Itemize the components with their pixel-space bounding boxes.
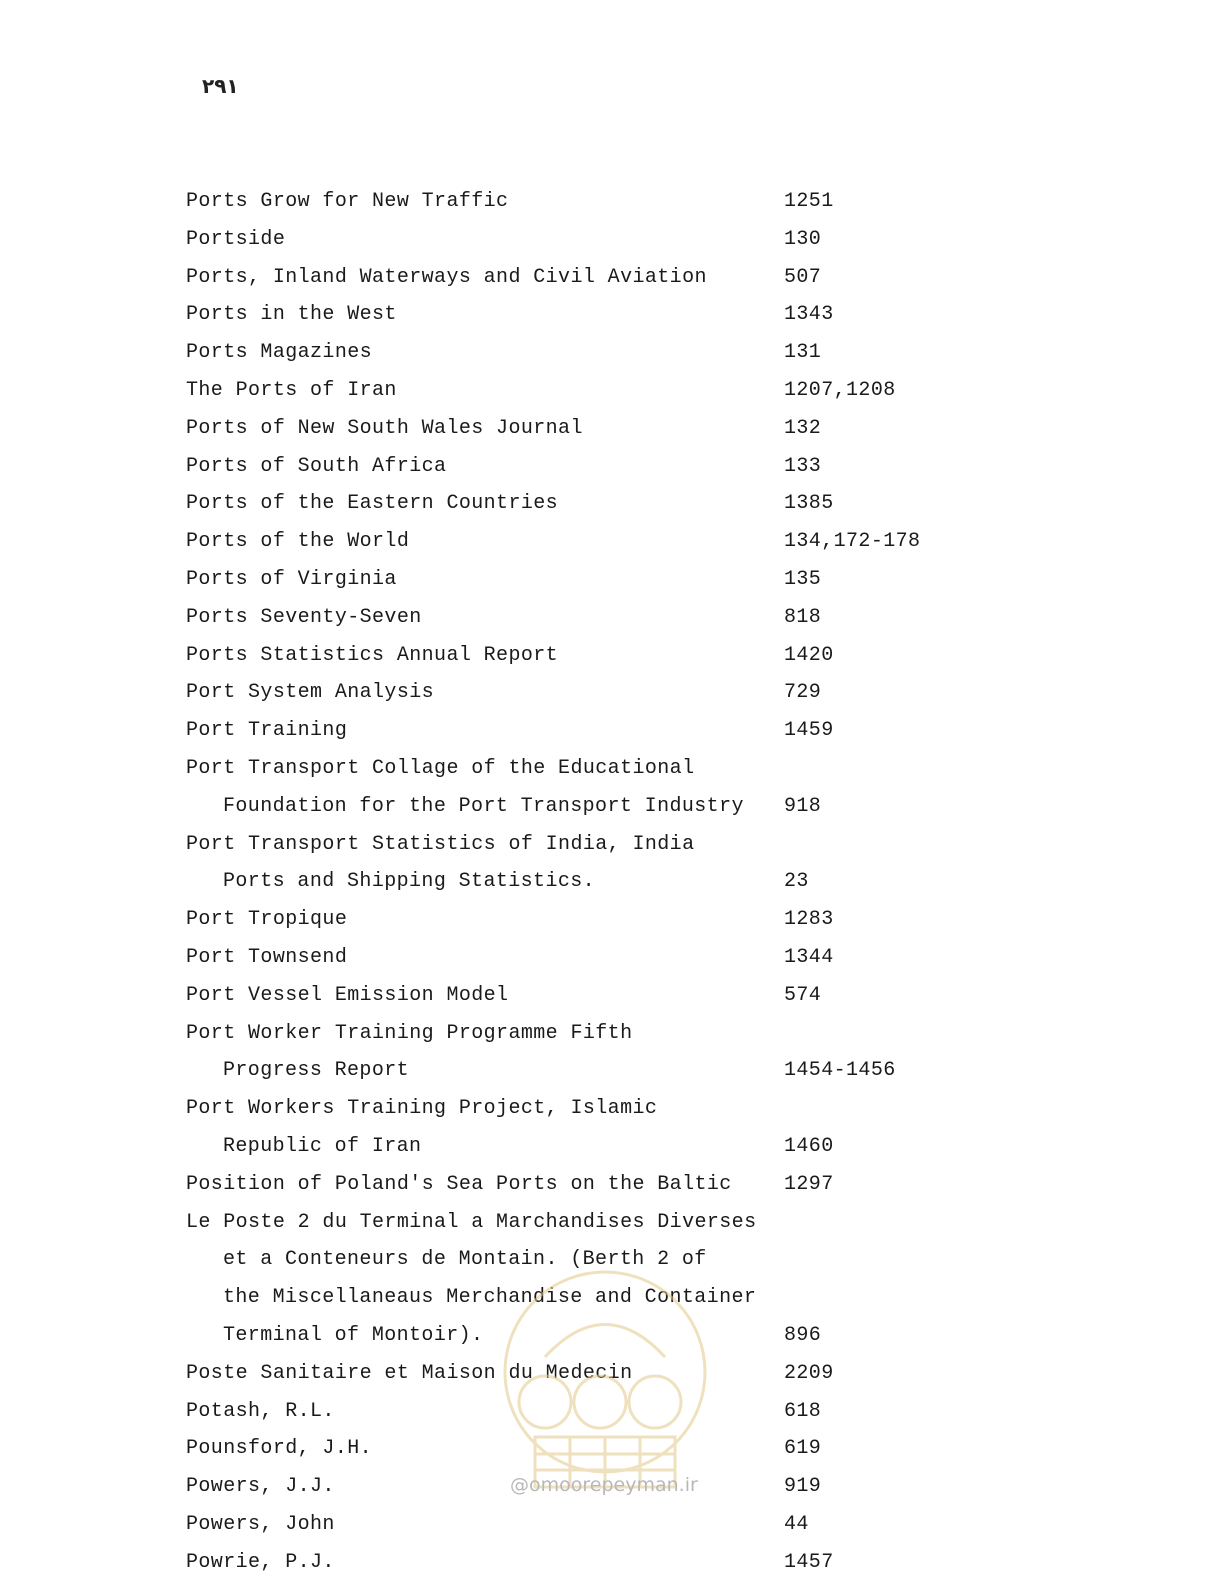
- page-number: ۲۹۱: [202, 74, 239, 98]
- entry-title: Ports, Inland Waterways and Civil Aviation: [186, 265, 707, 289]
- index-entry-line: [184, 1355, 964, 1393]
- index-entry-line: [184, 221, 964, 259]
- index-entry-line: [184, 674, 964, 712]
- entry-reference-number: 1454-1456: [784, 1059, 896, 1083]
- entry-title: Republic of Iran: [223, 1134, 422, 1158]
- index-entry-line: [184, 296, 964, 334]
- index-entry-line: [184, 523, 964, 561]
- index-entry-line: [184, 1544, 964, 1582]
- entry-title: Port Transport Statistics of India, India: [186, 832, 695, 856]
- entry-title: Powrie, P.J.: [186, 1550, 335, 1574]
- index-entry-line: [184, 1279, 964, 1317]
- entry-title: Pounsford, J.H.: [186, 1437, 373, 1461]
- entry-title: Ports Grow for New Traffic: [186, 190, 509, 213]
- entry-reference-number: 1343: [784, 303, 834, 327]
- entry-title: Position of Poland's Sea Ports on the Baltic: [186, 1172, 732, 1196]
- index-entry-line: [184, 599, 964, 637]
- entry-title: Le Poste 2 du Terminal a Marchandises Diverses: [186, 1210, 757, 1234]
- index-entry-line: [184, 1166, 964, 1204]
- index-entry-line: [184, 977, 964, 1015]
- entry-title: et a Conteneurs de Montain. (Berth 2 of: [223, 1248, 707, 1272]
- entry-reference-number: 132: [784, 416, 822, 440]
- entry-reference-number: 134,172-178: [784, 530, 921, 554]
- entry-reference-number: 1460: [784, 1134, 834, 1158]
- entry-title: Ports in the West: [186, 303, 397, 327]
- index-entry-line: [184, 826, 964, 864]
- index-entry-line: [184, 1128, 964, 1166]
- entry-reference-number: 1207,1208: [784, 378, 896, 402]
- entry-title: the Miscellaneaus Merchandise and Container: [223, 1286, 757, 1310]
- entry-title: Ports Seventy-Seven: [186, 605, 422, 629]
- entry-reference-number: 1251: [784, 190, 834, 213]
- entry-reference-number: 1283: [784, 908, 834, 932]
- entry-title: Ports of New South Wales Journal: [186, 416, 583, 440]
- entry-title: Port Townsend: [186, 945, 348, 969]
- entry-reference-number: 1344: [784, 945, 834, 969]
- entry-reference-number: 1457: [784, 1550, 834, 1574]
- index-entry-line: [184, 259, 964, 297]
- entry-title: Ports of the Eastern Countries: [186, 492, 559, 516]
- index-entry-line: [184, 485, 964, 523]
- entry-reference-number: 896: [784, 1323, 822, 1347]
- index-entry-line: [184, 863, 964, 901]
- entry-title: Port Vessel Emission Model: [186, 983, 509, 1007]
- entry-title: Powers, John: [186, 1512, 335, 1536]
- entry-reference-number: 1385: [784, 492, 834, 516]
- entry-title: Ports of the World: [186, 530, 410, 554]
- entry-reference-number: 729: [784, 681, 822, 705]
- index-entry-line: [184, 372, 964, 410]
- index-entry-line: [184, 1015, 964, 1053]
- index-entry-line: [184, 410, 964, 448]
- entry-title: Ports Magazines: [186, 341, 373, 365]
- index-entry-line: [184, 334, 964, 372]
- entry-reference-number: 130: [784, 227, 822, 251]
- entry-title: Port System Analysis: [186, 681, 435, 705]
- entry-reference-number: 507: [784, 265, 822, 289]
- entry-reference-number: 618: [784, 1399, 822, 1423]
- index-entry-line: [184, 1506, 964, 1544]
- entry-reference-number: 1420: [784, 643, 834, 667]
- index-entry-line: [184, 1204, 964, 1242]
- entry-reference-number: 2209: [784, 1361, 834, 1385]
- entry-reference-number: 133: [784, 454, 822, 478]
- entry-reference-number: 918: [784, 794, 822, 818]
- index-entry-line: [184, 712, 964, 750]
- entry-reference-number: 818: [784, 605, 822, 629]
- index-entry-line: [184, 901, 964, 939]
- entry-reference-number: 23: [784, 870, 809, 894]
- index-entry-line: [184, 448, 964, 486]
- entry-title: Progress Report: [223, 1059, 410, 1083]
- entry-reference-number: 1297: [784, 1172, 834, 1196]
- entry-title: The Ports of Iran: [186, 378, 397, 402]
- entry-title: Port Transport Collage of the Educational: [186, 756, 695, 780]
- entry-title: Portside: [186, 227, 286, 251]
- entry-title: Poste Sanitaire et Maison du Medecin: [186, 1361, 633, 1385]
- entry-title: Port Training: [186, 719, 348, 743]
- entry-title: Ports and Shipping Statistics.: [223, 870, 596, 894]
- index-entry-line: [184, 183, 964, 221]
- entry-reference-number: 619: [784, 1437, 822, 1461]
- index-entry-line: [184, 939, 964, 977]
- entry-reference-number: 44: [784, 1512, 809, 1536]
- entry-title: Terminal of Montoir).: [223, 1323, 484, 1347]
- entry-reference-number: 131: [784, 341, 822, 365]
- entry-reference-number: 135: [784, 567, 822, 591]
- entry-title: Port Worker Training Programme Fifth: [186, 1021, 633, 1045]
- index-entry-line: [184, 750, 964, 788]
- index-entry-line: [184, 1393, 964, 1431]
- entry-title: Ports Statistics Annual Report: [186, 643, 559, 667]
- index-entry-line: [184, 637, 964, 675]
- index-entry-line: [184, 1317, 964, 1355]
- index-entry-line: [184, 1090, 964, 1128]
- entry-title: Ports of South Africa: [186, 454, 447, 478]
- index-entry-line: [184, 1468, 964, 1506]
- index-entry-line: [184, 1430, 964, 1468]
- index-entry-line: [184, 1241, 964, 1279]
- entry-title: Ports of Virginia: [186, 567, 397, 591]
- entry-title: Port Tropique: [186, 908, 348, 932]
- entry-title: Port Workers Training Project, Islamic: [186, 1097, 658, 1121]
- index-list: [184, 183, 964, 1581]
- watermark-url: @omoorepeyman.ir: [510, 1474, 698, 1496]
- entry-title: Powers, J.J.: [186, 1475, 335, 1499]
- entry-reference-number: 574: [784, 983, 822, 1007]
- entry-title: Foundation for the Port Transport Industry: [223, 794, 744, 818]
- entry-reference-number: 1459: [784, 719, 834, 743]
- entry-title: Potash, R.L.: [186, 1399, 335, 1423]
- index-entry-line: [184, 1052, 964, 1090]
- index-entry-line: [184, 561, 964, 599]
- index-entry-line: [184, 788, 964, 826]
- entry-reference-number: 919: [784, 1475, 822, 1499]
